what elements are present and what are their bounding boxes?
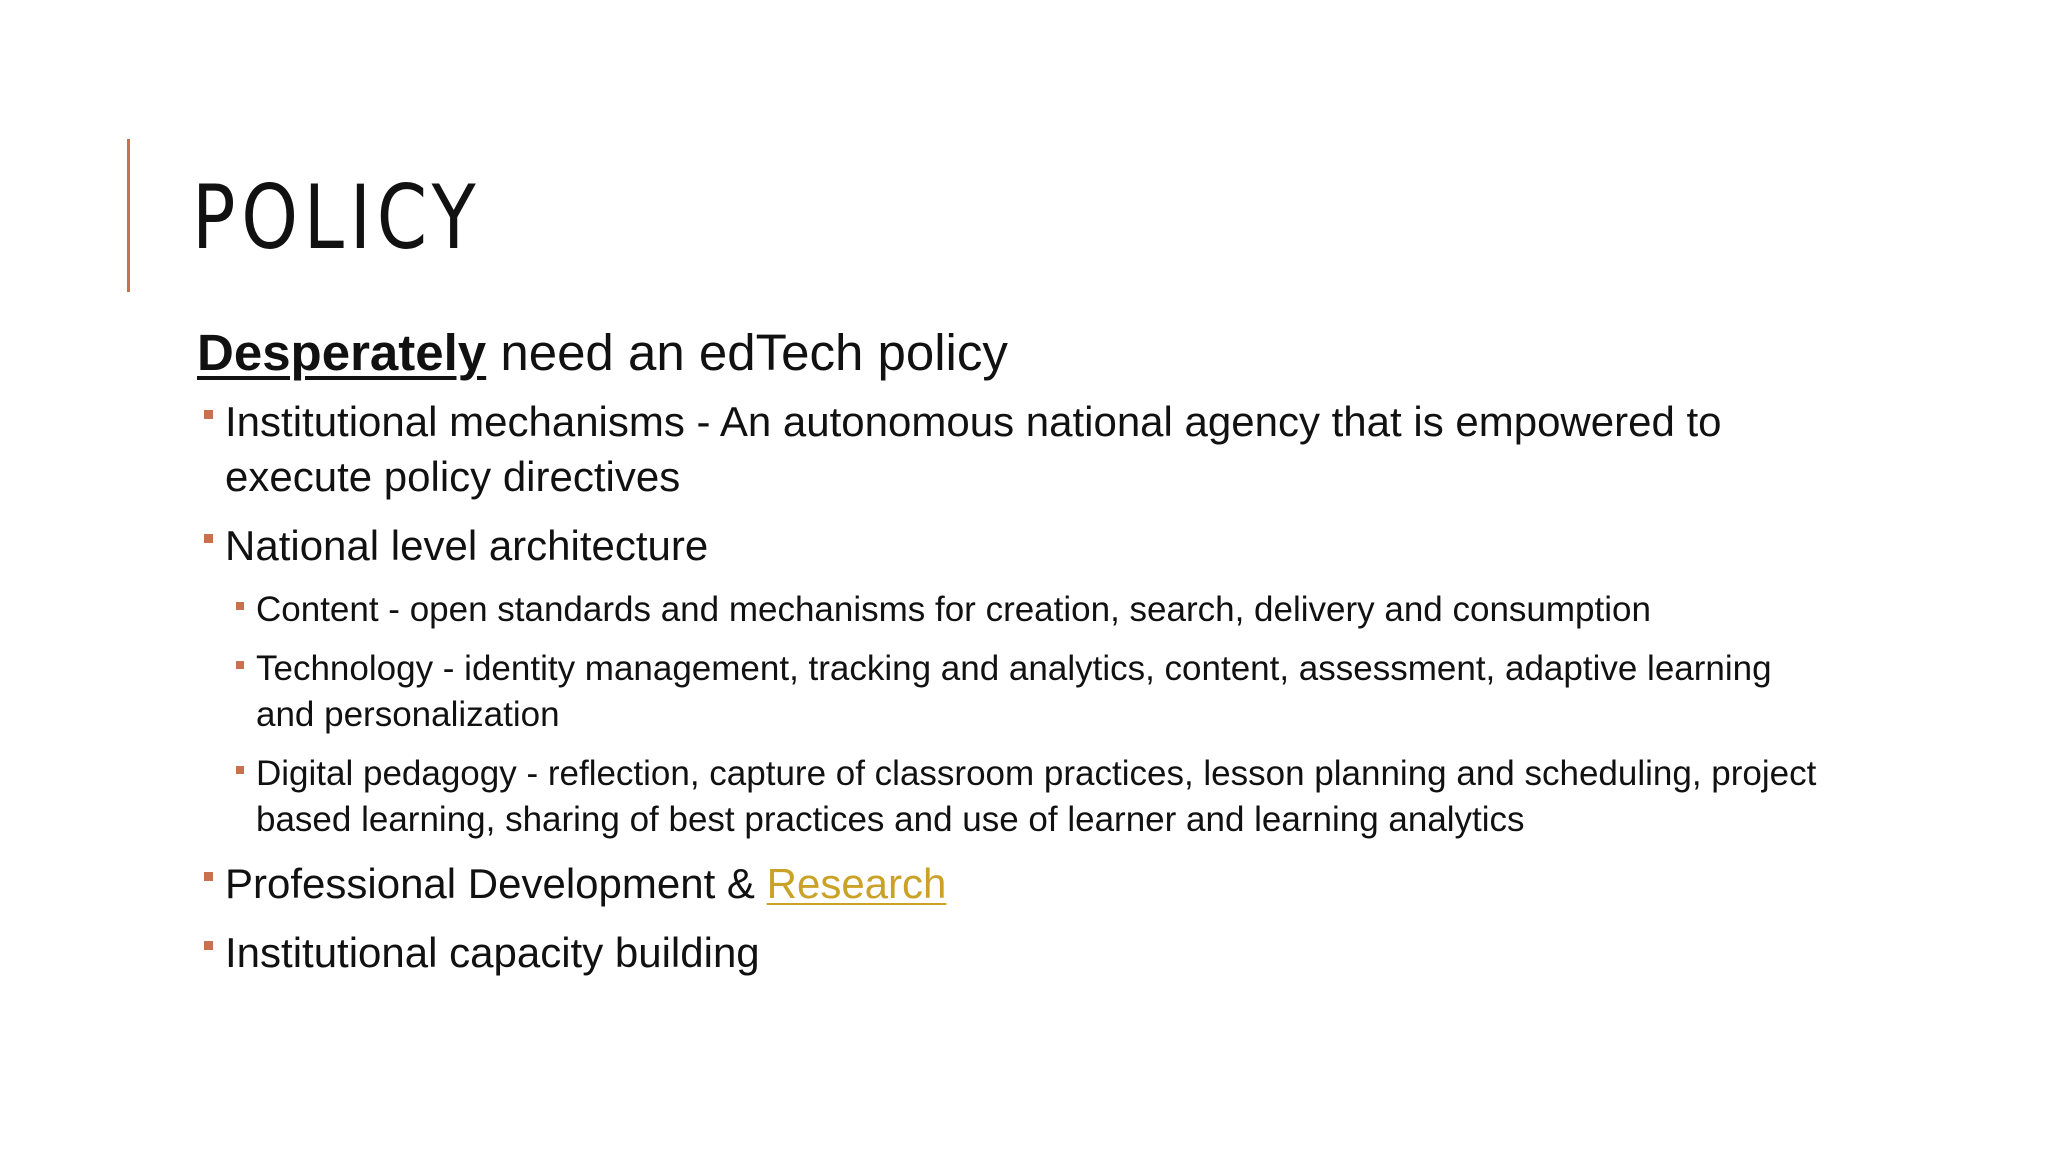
sub-bullet-text: Digital pedagogy - reflection, capture of classroom practices, lesson planning and scheduling, project based learning, sharing of best practices and use of learner and learning analytics <box>256 754 1817 839</box>
bullet-square-icon <box>236 602 244 610</box>
slide-body <box>197 318 1817 994</box>
bullet-square-icon <box>236 661 244 669</box>
lead-emphasis: Desperately <box>197 324 487 381</box>
lead-text: need an edTech policy <box>486 324 1008 381</box>
title-accent-bar <box>127 139 130 292</box>
bullet-professional-development <box>197 856 1817 911</box>
bullet-square-icon <box>204 534 213 543</box>
sub-bullet-text: Technology - identity management, tracking and analytics, content, assessment, adaptive learning and personalization <box>256 649 1772 734</box>
bullet-text: Institutional mechanisms - An autonomous national agency that is empowered to execute policy directives <box>225 398 1722 500</box>
bullet-institutional-mechanisms <box>197 394 1817 504</box>
slide-title: POLICY <box>192 166 482 269</box>
sub-bullet-text: Content - open standards and mechanisms for creation, search, delivery and consumption <box>256 590 1651 629</box>
bullet-square-icon <box>204 410 213 419</box>
bullet-square-icon <box>204 941 213 950</box>
research-link[interactable]: Research <box>766 860 947 907</box>
bullet-square-icon <box>204 872 213 881</box>
sub-bullet-technology <box>197 646 1817 738</box>
bullet-text: Institutional capacity building <box>225 929 760 976</box>
sub-bullet-digital-pedagogy <box>197 751 1817 843</box>
lead-line <box>197 318 1817 388</box>
sub-bullet-content <box>197 587 1817 633</box>
bullet-capacity-building <box>197 925 1817 980</box>
bullet-text: National level architecture <box>225 522 709 569</box>
bullet-national-architecture <box>197 518 1817 573</box>
bullet-square-icon <box>236 766 244 774</box>
bullet-text: Professional Development & <box>225 860 767 907</box>
